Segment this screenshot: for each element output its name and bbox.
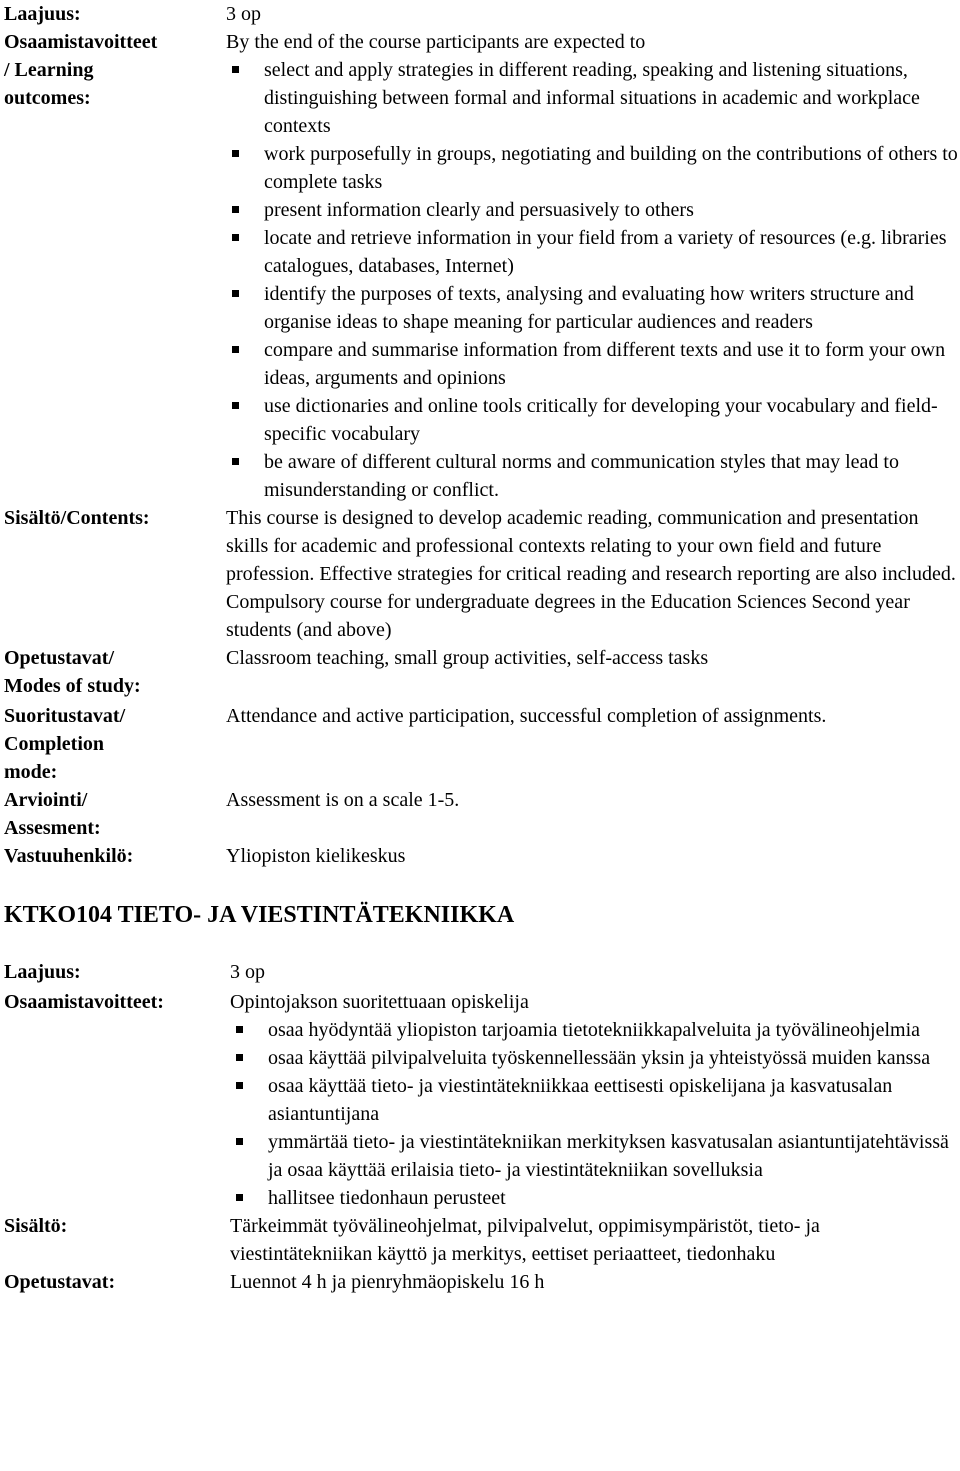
scope-label: Laajuus: — [4, 3, 81, 25]
list-item: compare and summarise information from different texts and use it to form your own ideas, arguments and opinions — [226, 336, 960, 392]
list-item: osaa hyödyntää yliopiston tarjoamia tietotekniikkapalveluita ja työvälineohjelmia — [230, 1016, 960, 1044]
modes-value: Classroom teaching, small group activities, self-access tasks — [226, 647, 709, 669]
list-item: present information clearly and persuasively to others — [226, 196, 960, 224]
contents-value: Tärkeimmät työvälineohjelmat, pilvipalvelut, oppimisympäristöt, tieto- ja viestintätekniikan käyttö ja merkitys, eettiset periaatteet, tiedonhaku — [230, 1215, 820, 1265]
scope-row — [0, 958, 960, 986]
modes-label: Opetustavat/ Modes of study: — [4, 647, 141, 697]
responsible-row — [0, 842, 960, 870]
contents-row — [0, 1212, 960, 1268]
contents-row — [0, 504, 960, 644]
modes-row — [0, 644, 960, 700]
list-item: hallitsee tiedonhaun perusteet — [230, 1184, 960, 1212]
list-item: ymmärtää tieto- ja viestintätekniikan merkityksen kasvatusalan asiantuntijatehtävissä ja osaa käyttää erilaisia tieto- ja viestintätekniikan sovelluksia — [230, 1128, 960, 1184]
responsible-label: Vastuuhenkilö: — [4, 845, 134, 867]
scope-label: Laajuus: — [4, 961, 81, 983]
completion-value: Attendance and active participation, successful completion of assignments. — [226, 705, 827, 727]
course-2-title: KTKO104 TIETO- JA VIESTINTÄTEKNIIKKA — [4, 902, 515, 928]
contents-label: Sisältö: — [4, 1215, 68, 1237]
outcomes-list — [226, 56, 960, 504]
outcomes-row — [0, 28, 960, 504]
list-item: locate and retrieve information in your field from a variety of resources (e.g. libraries catalogues, databases, Internet) — [226, 224, 960, 280]
scope-value: 3 op — [230, 961, 265, 983]
assessment-label: Arviointi/ Assesment: — [4, 789, 101, 839]
list-item: be aware of different cultural norms and communication styles that may lead to misunderstanding or conflict. — [226, 448, 960, 504]
contents-value: This course is designed to develop academic reading, communication and presentation skills for academic and professional contexts relating to your own field and future profession. Effective strategies for critical reading and research reporting are also included. Compulsory course for undergraduate degrees in the Education Sciences Second year students (and above) — [226, 507, 956, 641]
outcomes-value — [230, 988, 960, 1212]
outcomes-value — [226, 28, 960, 504]
list-item: work purposefully in groups, negotiating and building on the contributions of others to complete tasks — [226, 140, 960, 196]
outcomes-label: Osaamistavoitteet: — [4, 991, 164, 1013]
responsible-value: Yliopiston kielikeskus — [226, 845, 406, 867]
list-item: use dictionaries and online tools critically for developing your vocabulary and field-specific vocabulary — [226, 392, 960, 448]
list-item: osaa käyttää pilvipalveluita työskennellessään yksin ja yhteistyössä muiden kanssa — [230, 1044, 960, 1072]
assessment-row — [0, 786, 960, 842]
list-item: identify the purposes of texts, analysing and evaluating how writers structure and organise ideas to shape meaning for particular audiences and readers — [226, 280, 960, 336]
scope-row — [0, 0, 960, 28]
methods-row — [0, 1268, 960, 1296]
completion-label: Suoritustavat/ Completion mode: — [4, 705, 126, 783]
completion-row — [0, 702, 960, 786]
list-item: select and apply strategies in different reading, speaking and listening situations, distinguishing between formal and informal situations in academic and workplace contexts — [226, 56, 960, 140]
scope-value: 3 op — [226, 3, 261, 25]
outcomes-list — [230, 1016, 960, 1212]
methods-value: Luennot 4 h ja pienryhmäopiskelu 16 h — [230, 1271, 545, 1293]
outcomes-intro: By the end of the course participants are expected to — [226, 31, 646, 53]
outcomes-label: Osaamistavoitteet / Learning outcomes: — [4, 31, 158, 109]
course-2-section — [0, 958, 960, 1296]
list-item: osaa käyttää tieto- ja viestintätekniikkaa eettisesti opiskelijana ja kasvatusalan asiantuntijana — [230, 1072, 960, 1128]
methods-label: Opetustavat: — [4, 1271, 116, 1293]
assessment-value: Assessment is on a scale 1-5. — [226, 789, 460, 811]
outcomes-intro: Opintojakson suoritettuaan opiskelija — [230, 991, 529, 1013]
outcomes-row — [0, 988, 960, 1212]
contents-label: Sisältö/Contents: — [4, 507, 150, 529]
